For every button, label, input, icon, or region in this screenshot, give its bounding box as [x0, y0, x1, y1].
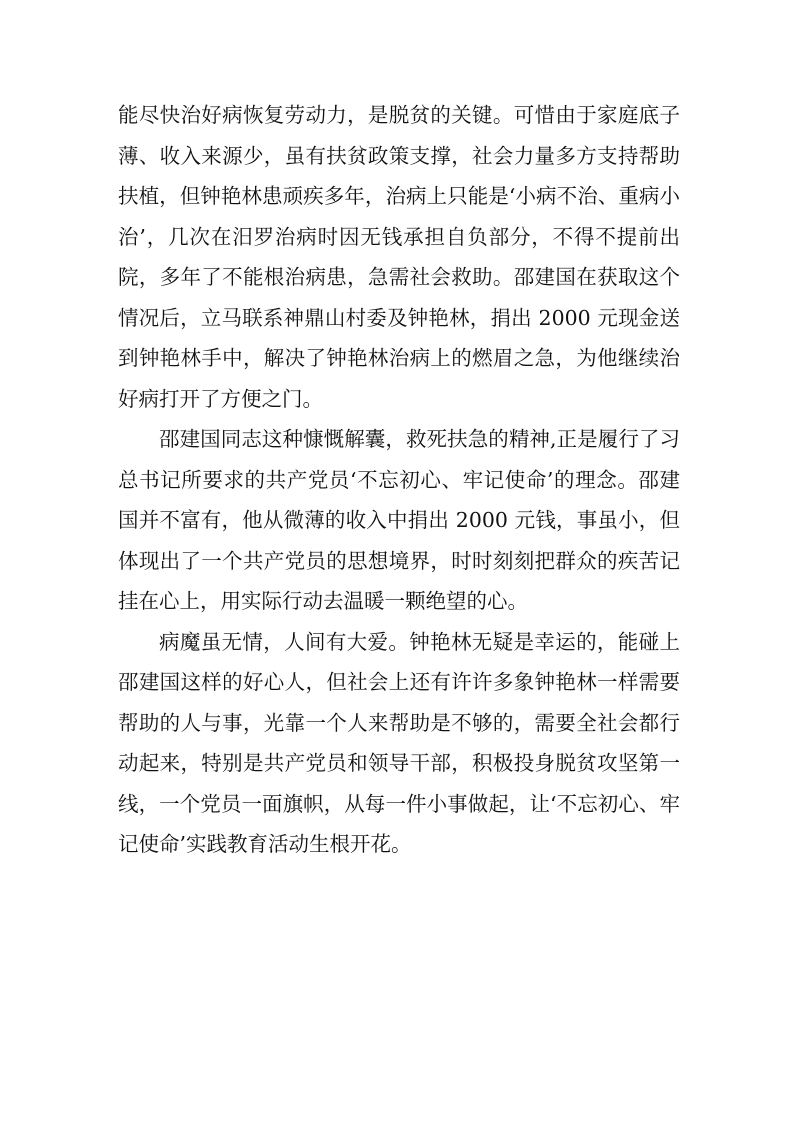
document-body	[118, 95, 680, 865]
paragraph-continued: 能尽快治好病恢复劳动力，是脱贫的关键。可惜由于家庭底子薄、收入来源少，虽有扶贫政策支撑，社会力量多方支持帮助扶植，但钟艳林患顽疾多年，治病上只能是‘小病不治、重病小治’，几次在汨罗治病时因无钱承担自负部分，不得不提前出院，多年了不能根治病患，急需社会救助。邵建国在获取这个情况后，立马联系神鼎山村委及钟艳林，捐出 2000 元现金送到钟艳林手中，解决了钟艳林治病上的燃眉之急，为他继续治好病打开了方便之门。	[118, 103, 680, 411]
paragraph: 邵建国同志这种慷慨解囊，救死扶急的精神,正是履行了习总书记所要求的共产党员‘不忘初心、牢记使命’的理念。邵建国并不富有，他从微薄的收入中捐出 2000 元钱，事虽小，但体现出了一个共产党员的思想境界，时时刻刻把群众的疾苦记挂在心上，用实际行动去温暖一颗绝望的心。	[118, 427, 680, 613]
paragraph: 病魔虽无情，人间有大爱。钟艳林无疑是幸运的，能碰上邵建国这样的好心人，但社会上还有许许多象钟艳林一样需要帮助的人与事，光靠一个人来帮助是不够的，需要全社会都行动起来，特别是共产党员和领导干部，积极投身脱贫攻坚第一线，一个党员一面旗帜，从每一件小事做起，让‘不忘初心、牢记使命’实践教育活动生根开花。	[118, 629, 680, 856]
